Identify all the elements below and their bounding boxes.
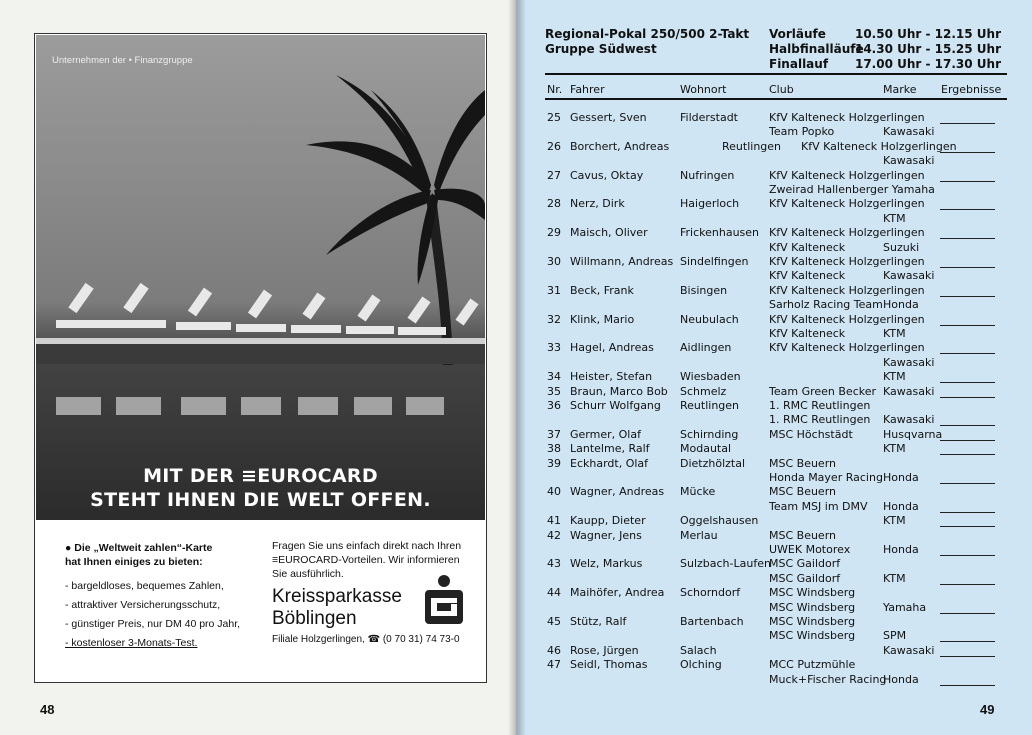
cell-club: Muck+Fischer Racing <box>769 672 887 686</box>
cell-nr: 45 <box>547 615 561 628</box>
cell-marke: KTM <box>883 327 906 340</box>
cell-nr: 34 <box>547 370 561 384</box>
cell-marke: KTM <box>883 370 906 384</box>
cell-nr: 38 <box>547 442 561 456</box>
cell-nr: 37 <box>547 427 561 441</box>
cell-fahrer: Cavus, Oktay <box>570 168 644 182</box>
ad-info-2: ≡EUROCARD-Vorteilen. Wir informieren <box>272 554 460 566</box>
cell-fahrer: Schurr Wolfgang <box>570 399 661 412</box>
cell-nr: 39 <box>547 456 561 470</box>
col-wohnort: Wohnort <box>680 83 727 96</box>
result-blank-line <box>940 353 995 354</box>
cell-wohnort: Oggelshausen <box>680 514 759 528</box>
header-rule-top <box>545 73 1007 75</box>
col-ergebnisse: Ergebnisse <box>941 83 1002 96</box>
cell-club: KfV Kalteneck <box>769 269 846 283</box>
cell-marke: Kawasaki <box>883 154 935 168</box>
cell-fahrer: Wagner, Andreas <box>570 485 665 499</box>
cell-wohnort: Aidlingen <box>680 341 732 355</box>
schedule-label-3: Finallauf <box>769 57 829 71</box>
cell-club: MCC Putzmühle <box>769 658 856 672</box>
cell-fahrer: Klink, Mario <box>570 312 635 326</box>
cell-nr: 40 <box>547 485 561 499</box>
cell-wohnort: Bartenbach <box>680 615 744 628</box>
cell-fahrer: Kaupp, Dieter <box>570 514 646 528</box>
cell-club: KfV Kalteneck Holzgerlingen <box>769 283 925 297</box>
book-gutter <box>508 0 526 735</box>
cell-nr: 32 <box>547 312 561 326</box>
cell-fahrer: Maihöfer, Andrea <box>570 586 665 600</box>
cell-wohnort: Olching <box>680 658 722 672</box>
cell-wohnort: Merlau <box>680 528 718 542</box>
result-blank-line <box>940 382 995 383</box>
cell-nr: 35 <box>547 384 561 398</box>
cell-marke: KTM <box>883 514 906 528</box>
cell-wohnort: Dietzhölztal <box>680 456 746 470</box>
cell-nr: 44 <box>547 586 561 600</box>
result-blank-line <box>940 238 995 239</box>
cell-wohnort: Modautal <box>680 442 732 456</box>
cell-club: KfV Kalteneck Holzgerlingen <box>769 312 925 326</box>
cell-marke: KTM <box>883 571 906 585</box>
result-blank-line <box>940 454 995 455</box>
cell-club: KfV Kalteneck Holzgerlingen <box>769 255 925 268</box>
bank-name-1: Kreissparkasse <box>272 586 402 607</box>
cell-fahrer: Seidl, Thomas <box>570 658 648 672</box>
schedule-time-2: 14.30 Uhr - 15.25 Uhr <box>854 42 1001 56</box>
cell-wohnort: Haigerloch <box>680 197 740 211</box>
cell-club: UWEK Motorex <box>769 543 851 556</box>
ad-info-1: Fragen Sie uns einfach direkt nach Ihren <box>272 540 462 552</box>
cell-club: Team Green Becker <box>769 384 877 398</box>
cell-wohnort: Schirnding <box>680 427 739 441</box>
cell-club: KfV Kalteneck Holzgerlingen <box>769 226 925 240</box>
schedule-time-3: 17.00 Uhr - 17.30 Uhr <box>854 57 1001 71</box>
cell-wohnort: Reutlingen <box>680 399 740 412</box>
cell-fahrer: Lantelme, Ralf <box>570 442 650 456</box>
cell-wohnort: Wiesbaden <box>680 370 741 384</box>
ad-headline-1: MIT DER ≡EUROCARD <box>143 465 378 487</box>
cell-marke: KTM <box>883 442 906 456</box>
cell-wohnort: Mücke <box>680 485 716 499</box>
cell-fahrer: Braun, Marco Bob <box>570 384 668 398</box>
cell-club: Zweirad Hallenberger Yamaha <box>769 183 935 196</box>
col-marke: Marke <box>883 83 917 96</box>
result-blank-line <box>940 325 995 326</box>
cell-marke: KTM <box>883 211 906 225</box>
cell-wohnort: Frickenhausen <box>680 226 760 240</box>
cell-fahrer: Welz, Markus <box>570 557 643 571</box>
advertisement <box>34 33 487 683</box>
cell-wohnort: Bisingen <box>680 283 728 297</box>
cell-wohnort: Schorndorf <box>680 586 741 600</box>
cell-club: MSC Beuern <box>769 485 837 499</box>
cell-fahrer: Rose, Jürgen <box>570 643 639 657</box>
cell-nr: 26 <box>547 139 561 153</box>
cell-fahrer: Nerz, Dirk <box>570 197 625 211</box>
cell-nr: 47 <box>547 658 561 672</box>
schedule-time-1: 10.50 Uhr - 12.15 Uhr <box>854 27 1001 41</box>
cell-club: KfV Kalteneck <box>769 327 846 340</box>
cell-club: MSC Windsberg <box>769 600 856 614</box>
cell-nr: 33 <box>547 341 561 355</box>
col-nr: Nr. <box>547 83 563 96</box>
cell-fahrer: Stütz, Ralf <box>570 615 627 628</box>
cell-marke: Suzuki <box>883 240 920 254</box>
result-blank-line <box>940 512 995 513</box>
result-blank-line <box>940 425 995 426</box>
result-blank-line <box>940 685 995 686</box>
cell-nr: 30 <box>547 255 561 268</box>
cell-marke: Kawasaki <box>883 384 935 398</box>
cell-marke: Honda <box>883 499 919 513</box>
ad-bullet-title-2: hat Ihnen einiges zu bieten: <box>65 556 203 568</box>
page-number-left: 48 <box>40 702 55 717</box>
cell-nr: 41 <box>547 514 561 528</box>
cell-club: Team Popko <box>769 125 835 139</box>
cell-club: MSC Windsberg <box>769 615 856 628</box>
cell-nr: 28 <box>547 197 561 211</box>
cell-marke: Kawasaki <box>883 269 935 283</box>
result-blank-line <box>940 267 995 268</box>
ad-top-text: Unternehmen der • Finanzgruppe <box>52 55 193 66</box>
cell-marke: Yamaha <box>883 600 927 614</box>
branch-info: Filiale Holzgerlingen, ☎ (0 70 31) 74 73-0 <box>272 634 460 645</box>
cell-nr: 46 <box>547 643 561 657</box>
ad-photo <box>36 35 485 520</box>
header-rule-bottom <box>545 98 1007 100</box>
cell-club: Honda Mayer Racing <box>769 471 883 484</box>
cell-nr: 29 <box>547 226 561 240</box>
cell-club: Sarholz Racing Team <box>769 298 883 312</box>
cell-wohnort: Neubulach <box>680 312 739 326</box>
result-blank-line <box>940 641 995 642</box>
ad-headline-2: STEHT IHNEN DIE WELT OFFEN. <box>90 489 431 511</box>
race-group: Gruppe Südwest <box>545 42 657 56</box>
sparkasse-logo-icon <box>423 574 465 626</box>
cell-club: KfV Kalteneck Holzgerlingen <box>769 111 925 124</box>
cell-fahrer: Borchert, Andreas <box>570 139 670 153</box>
cell-club: KfV Kalteneck <box>769 240 846 254</box>
result-blank-line <box>940 584 995 585</box>
cell-club: MSC Gaildorf <box>769 557 841 571</box>
cell-marke: Kawasaki <box>883 125 935 139</box>
ad-bullet-1: - bargeldloses, bequemes Zahlen, <box>65 580 224 592</box>
cell-club: KfV Kalteneck Holzgerlingen <box>769 341 925 355</box>
cell-fahrer: Heister, Stefan <box>570 370 653 384</box>
result-blank-line <box>940 613 995 614</box>
cell-club: KfV Kalteneck Holzgerlingen <box>769 197 925 211</box>
cell-fahrer: Beck, Frank <box>570 283 634 297</box>
cell-wohnort: Sindelfingen <box>680 255 749 268</box>
result-blank-line <box>940 123 995 124</box>
cell-wohnort: Reutlingen <box>722 139 782 153</box>
cell-marke: Honda <box>883 672 919 686</box>
race-title: Regional-Pokal 250/500 2-Takt <box>545 27 750 41</box>
cell-club: MSC Höchstädt <box>769 427 853 441</box>
cell-wohnort: Salach <box>680 643 717 657</box>
col-fahrer: Fahrer <box>570 83 605 96</box>
cell-nr: 43 <box>547 557 561 571</box>
cell-marke: Honda <box>883 298 919 312</box>
cell-nr: 27 <box>547 168 561 182</box>
cell-marke: Kawasaki <box>883 413 935 427</box>
cell-nr: 31 <box>547 283 561 297</box>
cell-club: 1. RMC Reutlingen <box>769 399 871 412</box>
result-blank-line <box>940 555 995 556</box>
result-blank-line <box>940 296 995 297</box>
cell-fahrer: Maisch, Oliver <box>570 226 648 240</box>
cell-fahrer: Willmann, Andreas <box>570 255 674 268</box>
cell-club: MSC Beuern <box>769 528 837 542</box>
result-blank-line <box>940 656 995 657</box>
cell-club: 1. RMC Reutlingen <box>769 413 871 427</box>
cell-marke: Honda <box>883 543 919 556</box>
cell-marke: Kawasaki <box>883 643 935 657</box>
bank-name-2: Böblingen <box>272 608 357 629</box>
palm-pool-illustration <box>36 35 485 520</box>
schedule-label-2: Halbfinalläufe <box>769 42 864 56</box>
cell-marke: Kawasaki <box>883 355 935 369</box>
cell-nr: 36 <box>547 399 561 412</box>
cell-wohnort: Schmelz <box>680 384 727 398</box>
cell-nr: 42 <box>547 528 561 542</box>
ad-bullet-2: - attraktiver Versicherungsschutz, <box>65 599 221 611</box>
cell-wohnort: Sulzbach-Laufen <box>680 557 771 571</box>
cell-club: MSC Windsberg <box>769 629 856 643</box>
col-club: Club <box>769 83 794 96</box>
result-blank-line <box>940 483 995 484</box>
result-blank-line <box>940 440 995 441</box>
cell-club: MSC Beuern <box>769 456 837 470</box>
result-blank-line <box>940 526 995 527</box>
cell-club: MSC Gaildorf <box>769 571 841 585</box>
cell-fahrer: Wagner, Jens <box>570 528 642 542</box>
ad-bullet-title-1: ● Die „Weltweit zahlen“-Karte <box>65 542 213 554</box>
cell-club: KfV Kalteneck Holzgerlingen <box>801 139 957 153</box>
cell-fahrer: Gessert, Sven <box>570 111 647 124</box>
cell-fahrer: Hagel, Andreas <box>570 341 654 355</box>
schedule-label-1: Vorläufe <box>769 27 826 41</box>
cell-club: MSC Windsberg <box>769 586 856 600</box>
result-blank-line <box>940 181 995 182</box>
ad-info-3: Sie ausführlich. <box>272 568 344 580</box>
cell-fahrer: Eckhardt, Olaf <box>570 456 649 470</box>
ad-bullet-3: - günstiger Preis, nur DM 40 pro Jahr, <box>65 618 241 630</box>
page-number-right: 49 <box>980 702 995 717</box>
cell-club: KfV Kalteneck Holzgerlingen <box>769 168 925 182</box>
result-blank-line <box>940 152 995 153</box>
cell-marke: SPM <box>883 629 907 643</box>
cell-fahrer: Germer, Olaf <box>570 427 641 441</box>
result-blank-line <box>940 209 995 210</box>
result-blank-line <box>940 397 995 398</box>
cell-wohnort: Filderstadt <box>680 111 738 124</box>
cell-club: Team MSJ im DMV <box>769 499 868 513</box>
ad-bullet-4: - kostenloser 3-Monats-Test. <box>65 637 198 649</box>
cell-marke: Husqvarna <box>883 427 943 441</box>
cell-nr: 25 <box>547 111 561 124</box>
cell-wohnort: Nufringen <box>680 168 735 182</box>
cell-marke: Honda <box>883 471 919 484</box>
